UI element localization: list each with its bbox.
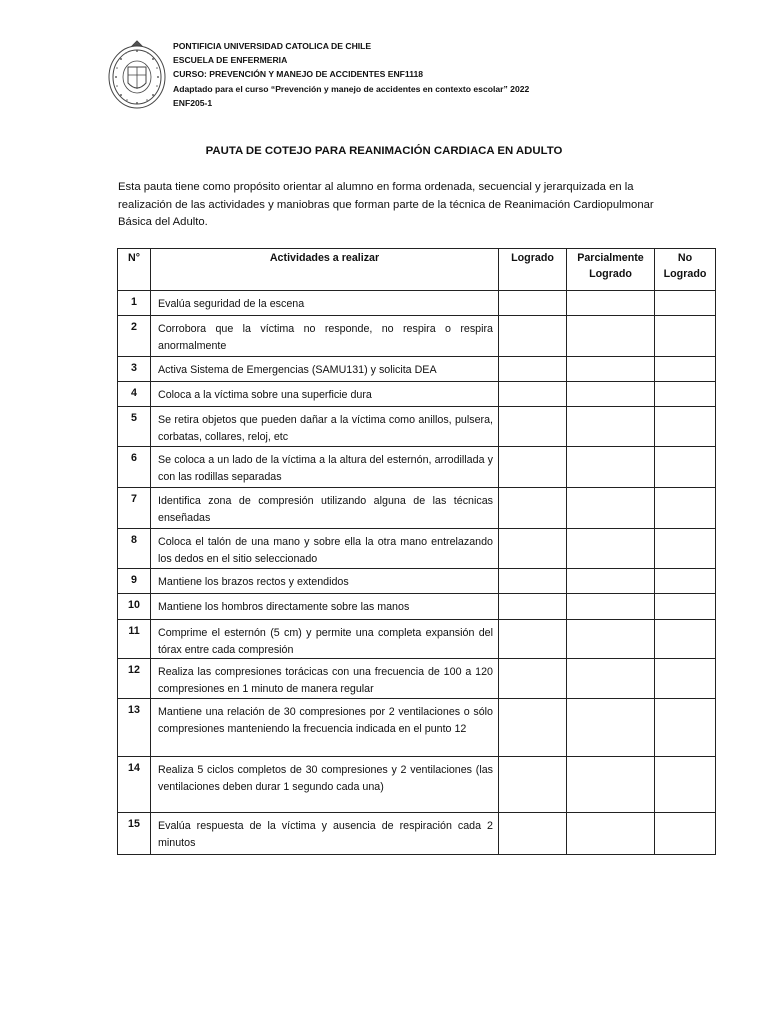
not-achieved-cell[interactable] <box>655 529 716 569</box>
row-number: 6 <box>118 447 151 488</box>
row-number: 4 <box>118 382 151 407</box>
row-activity: Mantiene los hombros directamente sobre las manos <box>151 594 499 620</box>
not-achieved-cell[interactable] <box>655 316 716 357</box>
not-achieved-cell[interactable] <box>655 620 716 659</box>
table-row <box>118 382 716 407</box>
row-activity: Identifica zona de compresión utilizando alguna de las técnicas enseñadas <box>151 488 499 529</box>
partially-achieved-cell[interactable] <box>567 620 655 659</box>
table-row <box>118 447 716 488</box>
table-row <box>118 659 716 699</box>
achieved-cell[interactable] <box>499 407 567 447</box>
column-header-achieved: Logrado <box>499 249 567 291</box>
header-text-line: No <box>677 252 693 264</box>
header-line-university: PONTIFICIA UNIVERSIDAD CATOLICA DE CHILE <box>173 41 372 51</box>
row-number: 10 <box>118 594 151 620</box>
partially-achieved-cell[interactable] <box>567 382 655 407</box>
row-activity: Corrobora que la víctima no responde, no respira o respira anormalmente <box>151 316 499 357</box>
achieved-cell[interactable] <box>499 569 567 594</box>
row-activity: Realiza 5 ciclos completos de 30 compresiones y 2 ventilaciones (las ventilaciones deben durar 1 segundo cada una) <box>151 757 499 813</box>
achieved-cell[interactable] <box>499 382 567 407</box>
row-number: 1 <box>118 291 151 316</box>
partially-achieved-cell[interactable] <box>567 447 655 488</box>
table-row <box>118 529 716 569</box>
achieved-cell[interactable] <box>499 447 567 488</box>
not-achieved-cell[interactable] <box>655 357 716 382</box>
row-activity: Mantiene una relación de 30 compresiones por 2 ventilaciones o sólo compresiones manteniendo la frecuencia indicada en el punto 12 <box>151 699 499 757</box>
not-achieved-cell[interactable] <box>655 813 716 855</box>
row-number: 5 <box>118 407 151 447</box>
column-header-number: N° <box>118 249 151 291</box>
table-row <box>118 291 716 316</box>
not-achieved-cell[interactable] <box>655 699 716 757</box>
header-line-adaptation: Adaptado para el curso “Prevención y manejo de accidentes en contexto escolar” 2022 <box>173 83 530 94</box>
table-row <box>118 488 716 529</box>
achieved-cell[interactable] <box>499 699 567 757</box>
partially-achieved-cell[interactable] <box>567 659 655 699</box>
row-activity: Activa Sistema de Emergencias (SAMU131) y solicita DEA <box>151 357 499 382</box>
achieved-cell[interactable] <box>499 488 567 529</box>
table-row <box>118 620 716 659</box>
column-header-not-achieved <box>655 249 716 291</box>
header-text-line: Parcialmente <box>577 252 644 264</box>
column-header-activity: Actividades a realizar <box>151 249 499 291</box>
partially-achieved-cell[interactable] <box>567 488 655 529</box>
achieved-cell[interactable] <box>499 620 567 659</box>
not-achieved-cell[interactable] <box>655 488 716 529</box>
partially-achieved-cell[interactable] <box>567 291 655 316</box>
not-achieved-cell[interactable] <box>655 382 716 407</box>
partially-achieved-cell[interactable] <box>567 757 655 813</box>
row-number: 9 <box>118 569 151 594</box>
not-achieved-cell[interactable] <box>655 594 716 620</box>
row-number: 7 <box>118 488 151 529</box>
achieved-cell[interactable] <box>499 659 567 699</box>
header-line-code: ENF205-1 <box>173 97 213 108</box>
partially-achieved-cell[interactable] <box>567 529 655 569</box>
row-number: 3 <box>118 357 151 382</box>
not-achieved-cell[interactable] <box>655 447 716 488</box>
row-number: 14 <box>118 757 151 813</box>
not-achieved-cell[interactable] <box>655 659 716 699</box>
row-activity: Mantiene los brazos rectos y extendidos <box>151 569 499 594</box>
row-activity: Comprime el esternón (5 cm) y permite una completa expansión del tórax entre cada compresión <box>151 620 499 659</box>
achieved-cell[interactable] <box>499 757 567 813</box>
achieved-cell[interactable] <box>499 529 567 569</box>
checklist-table <box>117 248 716 855</box>
row-activity: Se coloca a un lado de la víctima a la altura del esternón, arrodillada y con las rodillas separadas <box>151 447 499 488</box>
row-activity: Realiza las compresiones torácicas con una frecuencia de 100 a 120 compresiones en 1 minuto de manera regular <box>151 659 499 699</box>
not-achieved-cell[interactable] <box>655 291 716 316</box>
row-number: 8 <box>118 529 151 569</box>
table-row <box>118 757 716 813</box>
table-header-row <box>118 249 716 291</box>
header-line-course: CURSO: PREVENCIÓN Y MANEJO DE ACCIDENTES ENF1118 <box>173 69 424 80</box>
achieved-cell[interactable] <box>499 316 567 357</box>
document-header <box>173 39 529 110</box>
partially-achieved-cell[interactable] <box>567 699 655 757</box>
partially-achieved-cell[interactable] <box>567 569 655 594</box>
table-row <box>118 813 716 855</box>
header-text-line: Logrado <box>589 268 632 280</box>
table-row <box>118 407 716 447</box>
table-row <box>118 699 716 757</box>
achieved-cell[interactable] <box>499 594 567 620</box>
intro-line: Esta pauta tiene como propósito orientar al alumno en forma ordenada, secuencial y jerarquizada en la <box>118 181 634 193</box>
header-line-school: ESCUELA DE ENFERMERIA <box>173 55 288 66</box>
row-number: 11 <box>118 620 151 659</box>
intro-paragraph <box>118 179 663 232</box>
column-header-partially-achieved <box>567 249 655 291</box>
row-number: 2 <box>118 316 151 357</box>
not-achieved-cell[interactable] <box>655 757 716 813</box>
not-achieved-cell[interactable] <box>655 569 716 594</box>
row-number: 13 <box>118 699 151 757</box>
university-seal-icon <box>106 37 168 111</box>
achieved-cell[interactable] <box>499 357 567 382</box>
partially-achieved-cell[interactable] <box>567 316 655 357</box>
row-activity: Evalúa respuesta de la víctima y ausencia de respiración cada 2 minutos <box>151 813 499 855</box>
achieved-cell[interactable] <box>499 813 567 855</box>
row-activity: Evalúa seguridad de la escena <box>151 291 499 316</box>
row-activity: Coloca a la víctima sobre una superficie dura <box>151 382 499 407</box>
partially-achieved-cell[interactable] <box>567 594 655 620</box>
table-row <box>118 316 716 357</box>
not-achieved-cell[interactable] <box>655 407 716 447</box>
row-number: 15 <box>118 813 151 855</box>
table-row <box>118 594 716 620</box>
achieved-cell[interactable] <box>499 291 567 316</box>
partially-achieved-cell[interactable] <box>567 357 655 382</box>
partially-achieved-cell[interactable] <box>567 407 655 447</box>
row-activity: Se retira objetos que pueden dañar a la víctima como anillos, pulsera, corbatas, collares, reloj, etc <box>151 407 499 447</box>
intro-line: realización de las actividades y maniobras que forman parte de la técnica de Reanimación Cardiopulmonar <box>118 198 654 211</box>
table-row <box>118 569 716 594</box>
table-row <box>118 357 716 382</box>
header-text-line: Logrado <box>663 268 707 280</box>
row-number: 12 <box>118 659 151 699</box>
document-title: PAUTA DE COTEJO PARA REANIMACIÓN CARDIACA EN ADULTO <box>205 145 563 157</box>
partially-achieved-cell[interactable] <box>567 813 655 855</box>
intro-line: Básica del Adulto. <box>118 216 208 228</box>
row-activity: Coloca el talón de una mano y sobre ella la otra mano entrelazando los dedos en el sitio seleccionado <box>151 529 499 569</box>
